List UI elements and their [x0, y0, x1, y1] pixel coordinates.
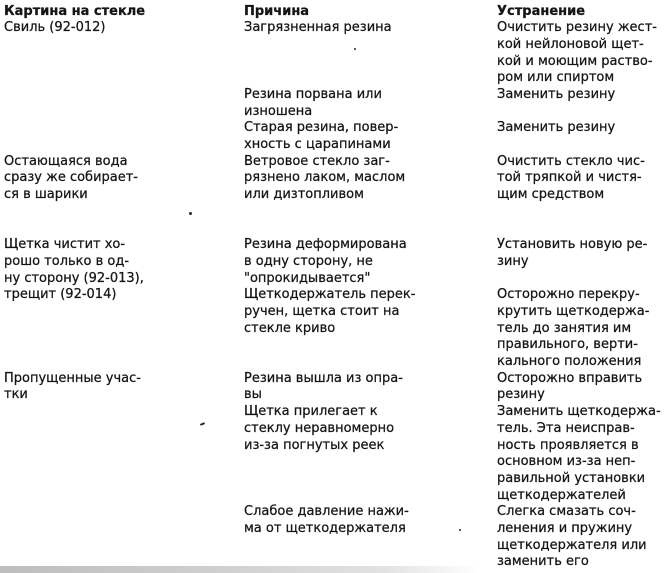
remedy-line: той тряпкой и чистя-	[497, 170, 642, 186]
remedy-line: ность проявляется в	[497, 437, 639, 453]
table-row	[4, 20, 670, 154]
cause-remedy-pair	[244, 237, 670, 287]
cause-cell	[244, 504, 497, 537]
scan-speck	[189, 212, 192, 215]
cause-cell	[244, 120, 497, 153]
remedy-line: кой нейлоновой щет-	[497, 36, 644, 52]
remedy-cell	[497, 287, 670, 370]
remedy-line: тель до занятия им	[497, 320, 632, 336]
remedy-cell	[497, 154, 670, 204]
remedy-line: Осторожно вправить	[497, 370, 643, 386]
table-header	[4, 4, 670, 21]
symptom-cell	[4, 20, 244, 37]
symptom-line: Остающаяся вода	[4, 153, 128, 169]
cause-line: ма от щеткодержателя	[244, 520, 406, 536]
cause-remedy-pair	[244, 87, 670, 120]
column-header-cause: Причина	[244, 3, 310, 19]
cause-cell	[244, 404, 497, 454]
remedy-cell	[497, 87, 670, 104]
symptom-cell	[4, 237, 244, 304]
troubleshooting-table	[4, 4, 670, 571]
symptom-line: ся в шарики	[4, 187, 88, 203]
symptom-line: Пропущенные учас-	[4, 370, 141, 386]
symptom-line: рошо только в од-	[4, 253, 130, 269]
symptom-line: ну сторону (92-013),	[4, 270, 144, 286]
remedy-cell	[497, 20, 670, 87]
cause-cell	[244, 371, 497, 404]
symptom-line: Щетка чистит хо-	[4, 237, 126, 253]
cause-cell	[244, 87, 497, 120]
remedy-line: зину	[497, 253, 529, 269]
cause-line: Старая резина, повер-	[244, 120, 399, 136]
remedy-line: Очистить резину жест-	[497, 20, 657, 36]
remedy-cell	[497, 404, 670, 504]
remedy-line: щеткодержателей	[497, 487, 626, 503]
remedy-cell	[497, 504, 670, 571]
remedy-line: ром или спиртом	[497, 70, 615, 86]
cause-remedy-pair	[244, 20, 670, 87]
remedy-line: ленения и пружину	[497, 520, 633, 536]
remedy-line: кой и моющим раство-	[497, 53, 653, 69]
symptom-cell	[4, 371, 244, 404]
remedy-line: Очистить стекло чис-	[497, 153, 645, 169]
cause-line: рязнено лаком, маслом	[244, 170, 406, 186]
scan-edge	[0, 566, 480, 573]
cause-line: стекле криво	[244, 320, 336, 336]
cause-remedy-pair	[244, 404, 670, 504]
scan-speck	[459, 529, 461, 531]
remedy-line: Заменить резину	[497, 87, 616, 103]
cause-remedy-pair	[244, 371, 670, 404]
cause-remedy-list	[244, 154, 670, 204]
remedy-line: Осторожно перекру-	[497, 287, 640, 303]
symptom-line: Свиль (92-012)	[4, 20, 106, 36]
cause-line: Загрязненная резина	[244, 20, 392, 36]
remedy-line: щим средством	[497, 187, 605, 203]
remedy-line: Установить новую ре-	[497, 237, 648, 253]
remedy-line: резину	[497, 387, 545, 403]
cause-remedy-list	[244, 20, 670, 154]
remedy-line: Заменить щеткодержа-	[497, 404, 661, 420]
cause-line: из-за погнутых реек	[244, 437, 385, 453]
cause-line: хность с царапинами	[244, 137, 391, 153]
cause-remedy-pair	[244, 287, 670, 370]
cause-remedy-pair	[244, 120, 670, 153]
table-row	[4, 154, 670, 204]
cause-line: или дизтопливом	[244, 187, 364, 203]
cause-remedy-list	[244, 371, 670, 571]
column-header-remedy: Устранение	[497, 3, 586, 19]
cause-cell	[244, 20, 497, 37]
cause-line: Резина вышла из опра-	[244, 370, 403, 386]
remedy-line: основном из-за неп-	[497, 454, 636, 470]
cause-remedy-pair	[244, 154, 670, 204]
column-header-symptom: Картина на стекле	[4, 3, 146, 19]
cause-cell	[244, 237, 497, 287]
cause-line: в одну сторону, не	[244, 253, 373, 269]
remedy-line: заменить его	[497, 554, 589, 570]
cause-line: стеклу неравномерно	[244, 420, 395, 436]
cause-line: Щетка прилегает к	[244, 404, 378, 420]
symptom-line: сразу же собирает-	[4, 170, 138, 186]
remedy-cell	[497, 120, 670, 137]
remedy-line: кального положения	[497, 354, 642, 370]
remedy-cell	[497, 371, 670, 404]
remedy-line: Слегка смазать соч-	[497, 504, 636, 520]
symptom-line: тки	[4, 387, 28, 403]
scan-speck	[354, 48, 356, 50]
symptom-line: трещит (92-014)	[4, 287, 117, 303]
cause-line: ручен, щетка стоит на	[244, 304, 400, 319]
remedy-line: щеткодержателя или	[497, 537, 647, 553]
cause-cell	[244, 154, 497, 204]
table-row	[4, 237, 670, 371]
remedy-cell	[497, 237, 670, 270]
cause-line: Ветровое стекло заг-	[244, 153, 390, 169]
remedy-line: равильной установки	[497, 470, 646, 486]
table-body	[4, 20, 670, 571]
cause-line: Слабое давление нажи-	[244, 504, 409, 520]
cause-line: Резина порвана или	[244, 87, 382, 103]
cause-line: Щеткодержатель перек-	[244, 287, 416, 303]
cause-line: изношена	[244, 103, 313, 119]
cause-line: Резина деформирована	[244, 237, 407, 253]
remedy-line: правильного, верти-	[497, 337, 638, 353]
cause-remedy-list	[244, 237, 670, 371]
remedy-line: тель. Эта неисправ-	[497, 420, 635, 436]
remedy-line: крутить щеткодержа-	[497, 304, 650, 319]
table-row	[4, 371, 670, 571]
cause-line: вы	[244, 387, 262, 403]
cause-remedy-pair	[244, 504, 670, 571]
symptom-cell	[4, 154, 244, 204]
remedy-line: Заменить резину	[497, 120, 616, 136]
cause-line: "опрокидывается"	[244, 270, 371, 286]
cause-cell	[244, 287, 497, 337]
